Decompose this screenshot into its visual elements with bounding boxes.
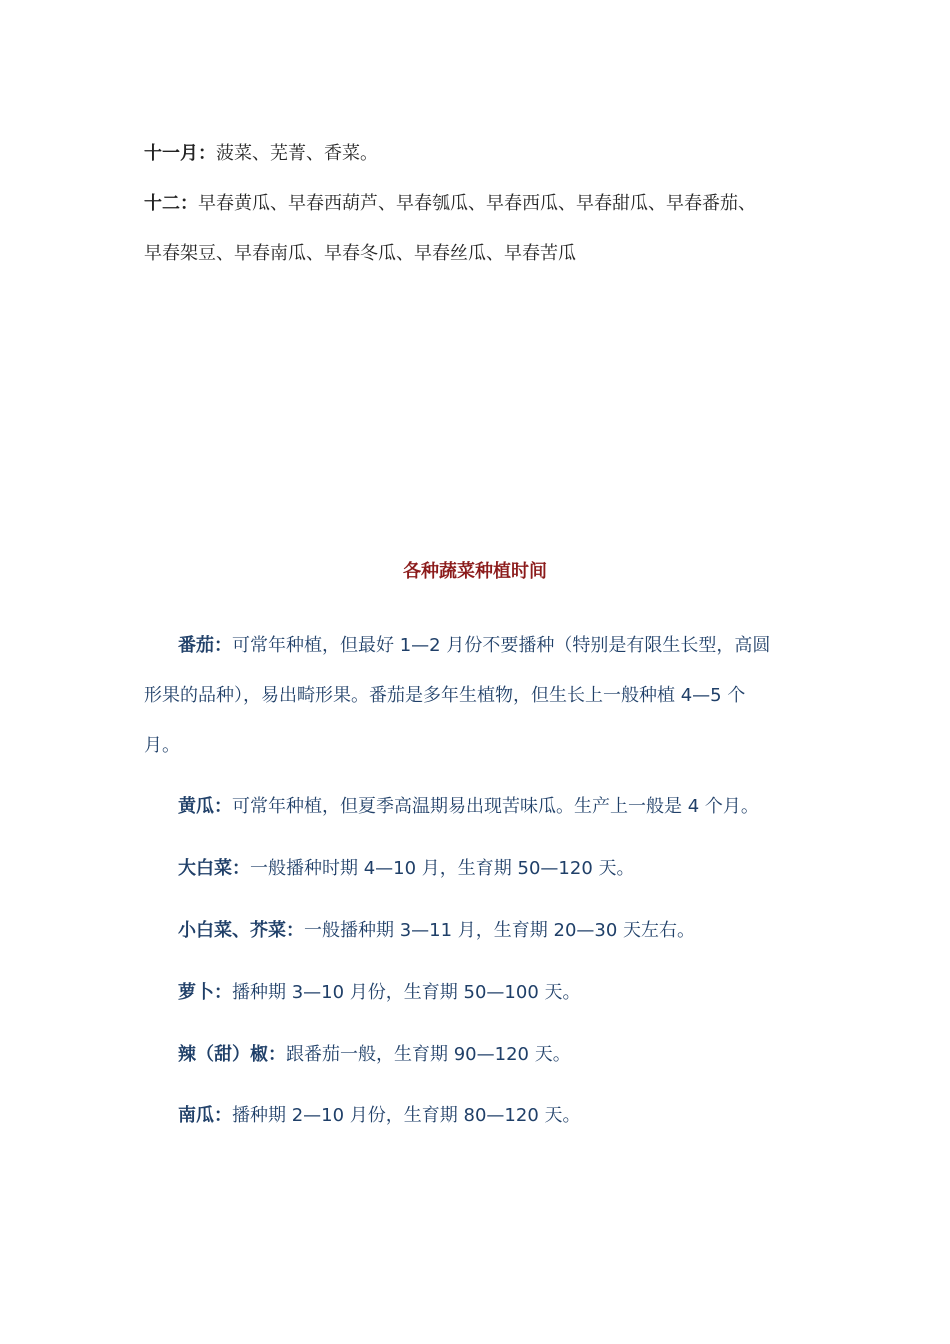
section-title: 各种蔬菜种植时间: [403, 561, 547, 582]
item-pumpkin-line: [178, 1101, 581, 1127]
november-line: [144, 139, 378, 165]
item-radish-label: 萝卜：: [178, 982, 232, 1003]
november-label: 十一月：: [144, 143, 216, 164]
december-text-2: 早春架豆、早春南瓜、早春冬瓜、早春丝瓜、早春苦瓜: [144, 243, 576, 264]
item-tomato-text-1: 可常年种植，但最好 1—2 月份不要播种（特别是有限生长型，高圆: [232, 635, 771, 656]
item-bok-choy-line: [178, 916, 695, 942]
item-cucumber-line: [178, 792, 759, 818]
item-radish-text: 播种期 3—10 月份，生育期 50—100 天。: [232, 982, 581, 1003]
december-label: 十二：: [144, 193, 198, 214]
november-text: 菠菜、芜菁、香菜。: [216, 143, 378, 164]
item-tomato-text-3: 月。: [144, 735, 180, 756]
item-cucumber-label: 黄瓜：: [178, 796, 232, 817]
item-pepper-line: [178, 1040, 571, 1066]
item-radish-line: [178, 978, 581, 1004]
item-tomato-text-2: 形果的品种），易出畸形果。番茄是多年生植物，但生长上一般种植 4—5 个: [144, 685, 746, 706]
item-tomato-line-2: [144, 681, 745, 707]
item-cucumber-text: 可常年种植，但夏季高温期易出现苦味瓜。生产上一般是 4 个月。: [232, 796, 759, 817]
december-text-1: 早春黄瓜、早春西葫芦、早春瓠瓜、早春西瓜、早春甜瓜、早春番茄、: [198, 193, 756, 214]
item-bok-choy-text: 一般播种期 3—11 月，生育期 20—30 天左右。: [304, 920, 696, 941]
item-pumpkin-text: 播种期 2—10 月份，生育期 80—120 天。: [232, 1105, 581, 1126]
december-line: [144, 189, 756, 215]
item-napa-cabbage-line: [178, 854, 635, 880]
item-pumpkin-label: 南瓜：: [178, 1105, 232, 1126]
item-napa-cabbage-text: 一般播种时期 4—10 月，生育期 50—120 天。: [250, 858, 635, 879]
item-tomato-line-3: [144, 731, 180, 757]
item-tomato-line-1: [178, 631, 770, 657]
item-napa-cabbage-label: 大白菜：: [178, 858, 250, 879]
item-pepper-text: 跟番茄一般，生育期 90—120 天。: [286, 1044, 571, 1065]
december-line-2: [144, 239, 576, 265]
item-pepper-label: 辣（甜）椒：: [178, 1044, 286, 1065]
item-tomato-label: 番茄：: [178, 635, 232, 656]
item-bok-choy-label: 小白菜、芥菜：: [178, 920, 304, 941]
